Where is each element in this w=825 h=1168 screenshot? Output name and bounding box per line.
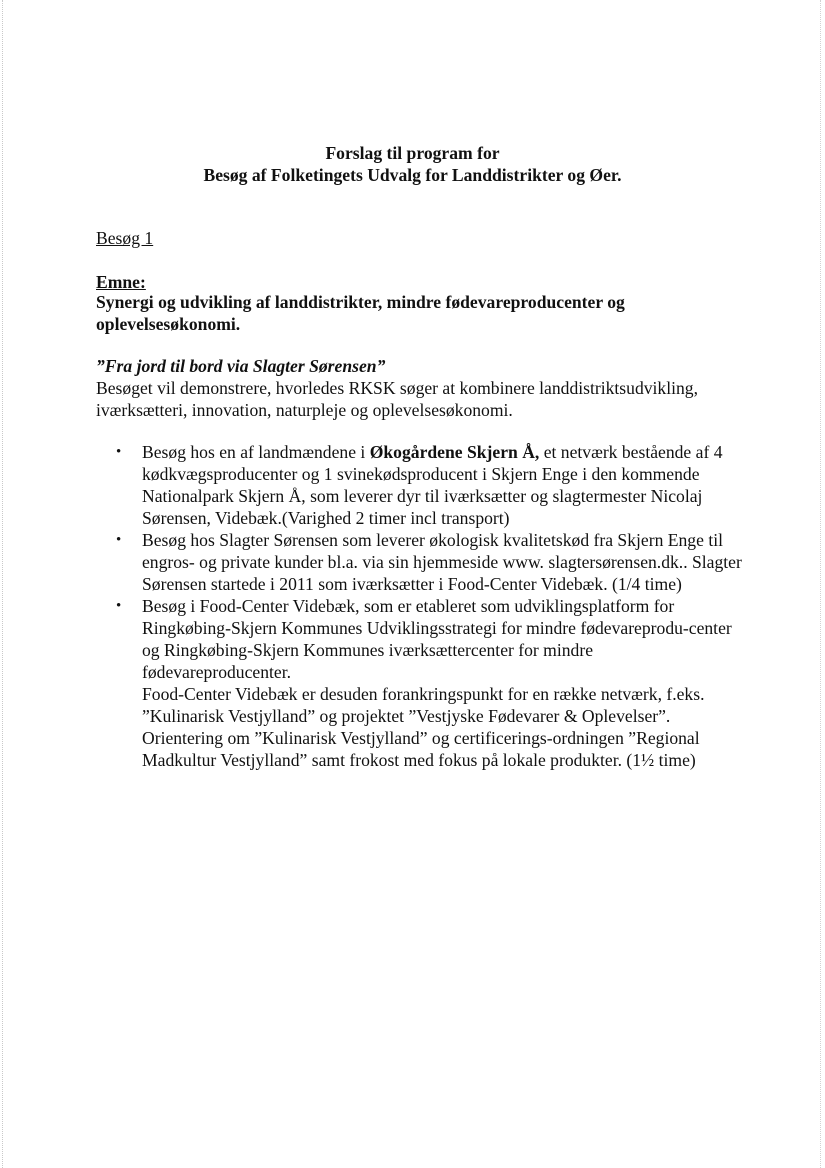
document-title-line-2: Besøg af Folketingets Udvalg for Landdistrikter og Øer.: [203, 165, 622, 185]
bullet-icon: •: [116, 444, 122, 460]
bullet-icon: •: [116, 532, 122, 548]
program-intro: Besøget vil demonstrere, hvorledes RKSK søger at kombinere landdistriktsudvikling, iværksætteri, innovation, naturpleje og oplevelsesøkonomi.: [96, 378, 699, 420]
bullet-2-text: Besøg hos Slagter Sørensen som leverer økologisk kvalitetskød fra Skjern Enge til engros- og private kunder bl.a. via sin hjemmeside www. slagtersørensen.dk.. Slagter Sørensen startede i 2011 som iværksætter i Food-Center Videbæk. (1/4 time): [142, 530, 742, 594]
bullet-3-continuation-1: Food-Center Videbæk er desuden forankringspunkt for en række netværk, f.eks. ”Kulinarisk Vestjylland” og projektet ”Vestjyske Fødevarer & Oplevelser”.: [142, 684, 705, 726]
bullet-item-3: [96, 595, 746, 683]
topic-label: Emne:: [96, 272, 146, 292]
bullet-icon: •: [116, 598, 122, 614]
visit-label: Besøg 1: [96, 228, 154, 248]
program-bullet-list: [96, 441, 746, 771]
bullet-3-continuation-2: Orientering om ”Kulinarisk Vestjylland” og certificerings-ordningen ”Regional Madkultur Vestjylland” samt frokost med fokus på lokale produkter. (1½ time): [142, 728, 700, 770]
bullet-1-suffix: et netværk bestående af 4 kødkvægsproducenter og 1 svinekødsproducent i Skjern Enge i den kommende Nationalpark Skjern Å, som leverer dyr til iværksætter og slagtermester Nicolaj Sørensen, Videbæk.(Varighed 2 timer incl transport): [142, 442, 723, 528]
bullet-item-1: [96, 441, 746, 529]
document-title-line-1: Forslag til program for: [325, 143, 500, 163]
topic-text: Synergi og udvikling af landdistrikter, mindre fødevareproducenter og oplevelsesøkonomi.: [96, 292, 625, 334]
bullet-1-bold: Økogårdene Skjern Å,: [369, 442, 540, 462]
program-subtitle: ”Fra jord til bord via Slagter Sørensen”: [96, 356, 386, 376]
bullet-item-2: [96, 529, 746, 595]
bullet-1-prefix: Besøg hos en af landmændene i: [142, 442, 370, 462]
bullet-3-text: Besøg i Food-Center Videbæk, som er etableret som udviklingsplatform for Ringkøbing-Skjern Kommunes Udviklingsstrategi for mindre fødevareprodu-center og Ringkøbing-Skjern Kommunes iværksættercenter for mindre fødevareproducenter.: [142, 596, 732, 682]
